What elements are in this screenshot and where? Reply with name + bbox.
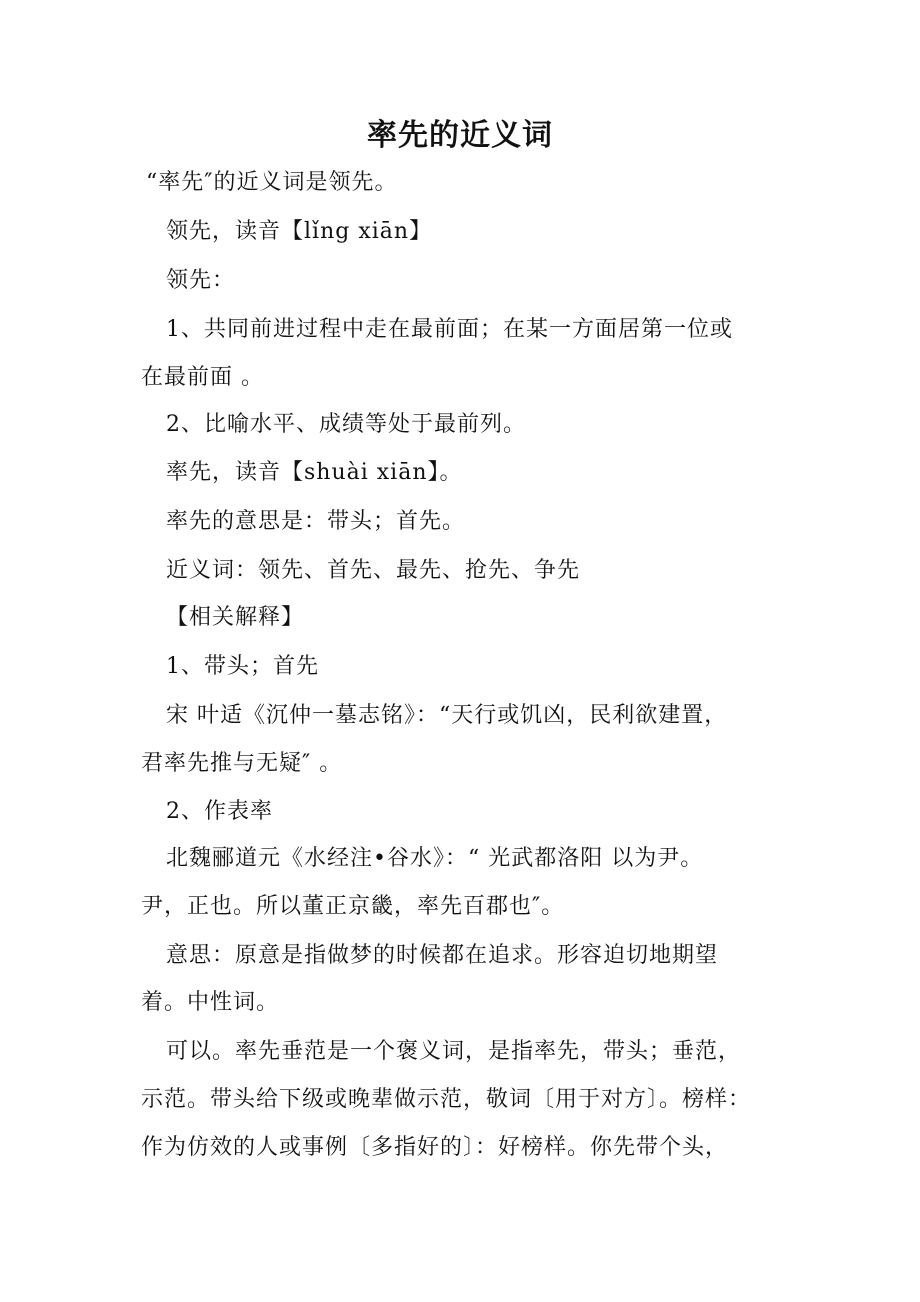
- text-line: 近义词：领先、首先、最先、抢先、争先: [166, 558, 581, 583]
- text-line: “率先″的近义词是领先。: [146, 170, 398, 195]
- text-line: 率先的意思是：带头；首先。: [166, 509, 466, 534]
- text-line: 北魏郦道元《水经注•谷水》：“ 光武都洛阳 以为尹。: [166, 846, 704, 871]
- text-line: 着。中性词。: [141, 990, 280, 1015]
- text-line: 意思：原意是指做梦的时候都在追求。形容迫切地期望: [166, 943, 719, 968]
- text-line: 尹，正也。所以董正京畿，率先百郡也″。: [141, 894, 565, 919]
- text-line: 在最前面 。: [141, 365, 264, 390]
- section-heading: 【相关解释】: [166, 605, 305, 630]
- text-line: 可以。率先垂范是一个褒义词，是指率先，带头；垂范，: [166, 1039, 742, 1064]
- document-title: 率先的近义词: [367, 118, 553, 153]
- text-line: 2、作表率: [166, 799, 273, 824]
- text-line: 宋 叶适《沉仲一墓志铭》：“天行或饥凶，民利欲建置，: [166, 703, 728, 728]
- text-line: 作为仿效的人或事例〔多指好的〕：好榜样。你先带个头，: [141, 1135, 729, 1160]
- text-line: 示范。带头给下级或晚辈做示范，敬词〔用于对方〕。榜样：: [141, 1087, 752, 1112]
- text-line: 领先：: [166, 268, 236, 293]
- text-line: 2、比喻水平、成绩等处于最前列。: [166, 412, 526, 437]
- text-line: 领先，读音【lǐng xiān】: [166, 219, 433, 244]
- text-line: 君率先推与无疑″ 。: [141, 751, 343, 776]
- text-line: 率先，读音【shuài xiān】。: [166, 460, 463, 485]
- text-line: 1、共同前进过程中走在最前面；在某一方面居第一位或: [166, 317, 733, 342]
- text-line: 1、带头；首先: [166, 654, 319, 679]
